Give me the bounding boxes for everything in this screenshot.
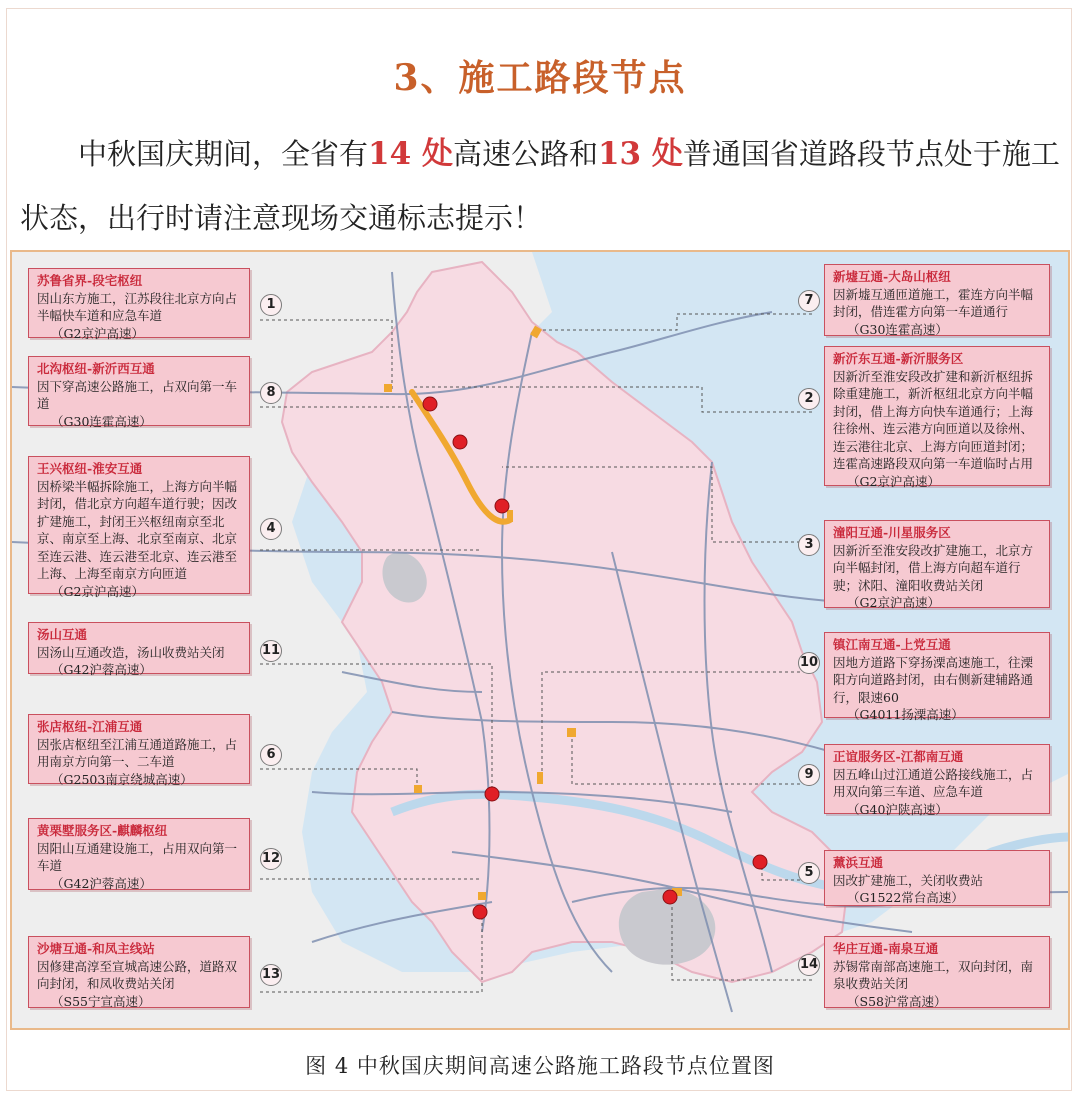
callout-desc: 因新沂至淮安段改扩建和新沂枢纽拆除重建施工，新沂枢纽北京方向半幅封闭，借上海方向快车道通行；上海往徐州、连云港方向匝道以及徐州、连云港往北京、上海方向匝道封闭；连霍高速路段双向第一车道临时占用 — [833, 368, 1034, 471]
badge-4: 4 — [260, 518, 282, 540]
callout-road: （G2503南京绕城高速） — [51, 771, 193, 787]
marker-3 — [453, 435, 467, 449]
badge-12: 12 — [260, 848, 282, 870]
callout-11 — [28, 622, 250, 677]
callout-14 — [824, 936, 1050, 1008]
callout-desc: 因山东方施工，江苏段往北京方向占半幅快车道和应急车道 — [37, 290, 238, 323]
callout-desc: 因张店枢纽至江浦互通道路施工，占用南京方向第一、二车道 — [37, 736, 238, 769]
callout-9 — [824, 744, 1050, 817]
callout-desc: 因下穿高速公路施工，占双向第一车道 — [37, 378, 238, 411]
badge-3: 3 — [798, 534, 820, 556]
badge-10: 10 — [798, 652, 820, 674]
callout-title: 薰浜互通 — [833, 855, 884, 870]
callout-title: 潼阳互通-川星服务区 — [833, 525, 951, 540]
callout-title: 汤山互通 — [37, 627, 88, 642]
callout-6 — [28, 714, 250, 787]
callout-title: 北沟枢纽-新沂西互通 — [37, 361, 155, 376]
callout-desc: 因汤山互通改造，汤山收费站关闭 — [37, 644, 225, 660]
badge-7: 7 — [798, 290, 820, 312]
callout-title: 正谊服务区-江都南互通 — [833, 749, 964, 764]
badge-8: 8 — [260, 382, 282, 404]
badge-5: 5 — [798, 862, 820, 884]
badge-9: 9 — [798, 764, 820, 786]
construction-map — [10, 250, 1070, 1030]
intro-text-3: 普通国省道路段节点处于施工状态，出行时请注意现场交通标志提示！ — [20, 137, 1060, 235]
callout-2 — [824, 346, 1050, 489]
marker-4 — [495, 499, 509, 513]
callout-title: 沙塘互通-和凤主线站 — [37, 941, 155, 956]
badge-1: 1 — [260, 294, 282, 316]
callout-road: （G42沪蓉高速） — [51, 875, 152, 891]
intro-text-1: 中秋国庆期间，全省有 — [78, 137, 369, 171]
callout-road: （S58沪常高速） — [847, 993, 947, 1009]
callout-title: 黄栗墅服务区-麒麟枢纽 — [37, 823, 168, 838]
callout-road: （G2京沪高速） — [847, 595, 940, 610]
callout-road: （G40沪陕高速） — [847, 801, 948, 817]
callout-road: （G30连霍高速） — [847, 321, 948, 337]
intro-paragraph — [20, 122, 1065, 250]
callout-13 — [28, 936, 250, 1008]
callout-title: 新沂东互通-新沂服务区 — [833, 351, 964, 366]
marker-5 — [753, 855, 767, 869]
callout-road: （S55宁宣高速） — [51, 993, 151, 1009]
intro-text-2: 高速公路和 — [452, 137, 598, 171]
callout-desc: 苏锡常南部高速施工，双向封闭，南泉收费站关闭 — [833, 958, 1034, 991]
callout-7 — [824, 264, 1050, 336]
callout-desc: 因新沂至淮安段改扩建施工，北京方向半幅封闭，借上海方向超车道行驶；沭阳、潼阳收费站关闭 — [833, 542, 1034, 593]
callout-desc: 因阳山互通建设施工，占用双向第一车道 — [37, 840, 238, 873]
marker-6 — [485, 787, 499, 801]
callout-title: 镇江南互通-上党互通 — [833, 637, 951, 652]
callout-desc: 因五峰山过江通道公路接线施工，占用双向第三车道、应急车道 — [833, 766, 1034, 799]
callout-road: （G2京沪高速） — [51, 325, 144, 341]
callout-5 — [824, 850, 1050, 906]
callout-title: 王兴枢纽-淮安互通 — [37, 461, 143, 476]
badge-14: 14 — [798, 954, 820, 976]
callout-road: （G4011扬溧高速） — [847, 707, 964, 722]
badge-13: 13 — [260, 964, 282, 986]
badge-2: 2 — [798, 388, 820, 410]
callout-desc: 因新墟互通匝道施工，霍连方向半幅封闭，借连霍方向第一车道通行 — [833, 286, 1034, 319]
callout-title: 新墟互通-大岛山枢纽 — [833, 269, 951, 284]
page-title: 3、施工路段节点 — [393, 57, 687, 99]
callout-desc: 因桥梁半幅拆除施工，上海方向半幅封闭，借北京方向超车道行驶；因改扩建施工，封闭王兴枢纽南京至北京、南京至上海、北京至南京、北京至连云港、连云港至北京、连云港至上海、上海至南京方向匝道 — [37, 478, 238, 581]
figure-caption: 图 4 中秋国庆期间高速公路施工路段节点位置图 — [305, 1054, 775, 1078]
marker-2 — [423, 397, 437, 411]
badge-6: 6 — [260, 744, 282, 766]
callout-10 — [824, 632, 1050, 722]
callout-desc: 因修建高淳至宣城高速公路，道路双向封闭，和凤收费站关闭 — [37, 958, 238, 991]
callout-road: （G1522常台高速） — [847, 890, 964, 905]
marker-14 — [663, 890, 677, 904]
callout-road: （G42沪蓉高速） — [51, 662, 152, 677]
callout-road: （G2京沪高速） — [847, 473, 940, 489]
callout-title: 苏鲁省界-段宅枢纽 — [37, 273, 143, 288]
callout-desc: 因改扩建施工，关闭收费站 — [833, 872, 984, 888]
callout-road: （G30连霍高速） — [51, 413, 152, 429]
road-count: 13 处 — [597, 136, 683, 172]
marker-12 — [473, 905, 487, 919]
callout-12 — [28, 818, 250, 890]
callout-desc: 因地方道路下穿扬溧高速施工，往溧阳方向道路封闭，由右侧新建辅路通行，限速60 — [833, 654, 1034, 705]
callout-8 — [28, 356, 250, 429]
callout-title: 华庄互通-南泉互通 — [833, 941, 939, 956]
badge-11: 11 — [260, 640, 282, 662]
callout-1 — [28, 268, 250, 341]
callout-4 — [28, 456, 250, 599]
callout-road: （G2京沪高速） — [51, 583, 144, 599]
callout-3 — [824, 520, 1050, 608]
callout-title: 张店枢纽-江浦互通 — [37, 719, 143, 734]
highway-count: 14 处 — [368, 136, 453, 172]
